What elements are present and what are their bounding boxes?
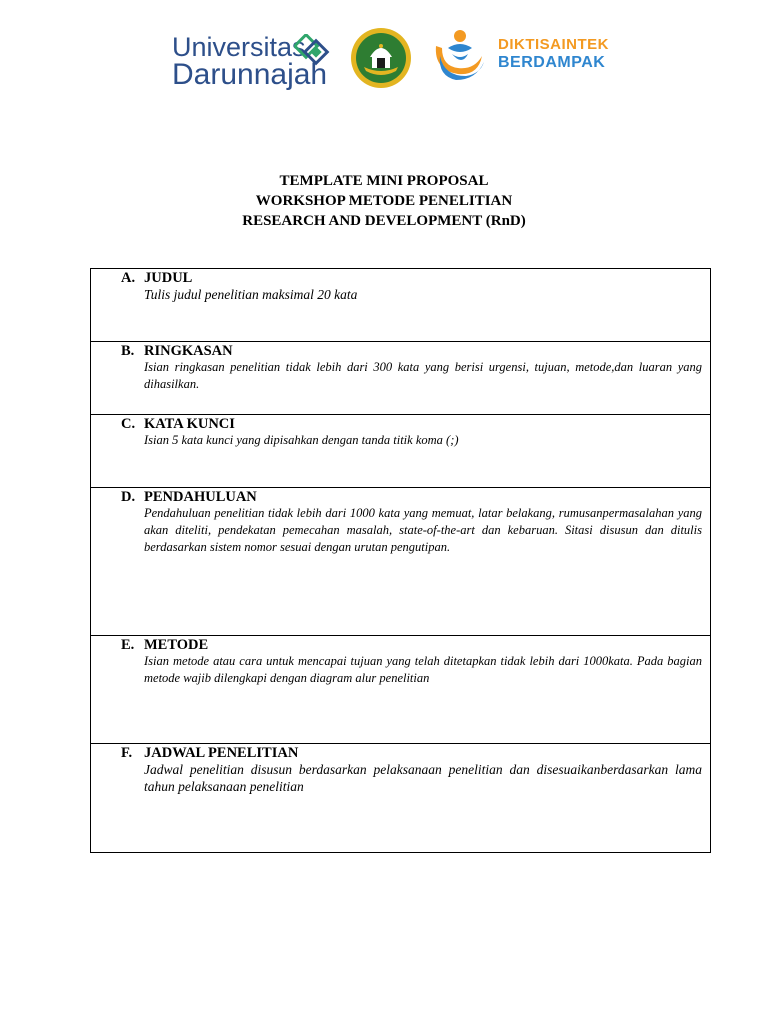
section-judul — [91, 269, 710, 342]
dikti-logo-line1: DIKTISAINTEK — [498, 36, 609, 53]
title-line-2: WORKSHOP METODE PENELITIAN — [255, 193, 513, 209]
dikti-logo-line2: BERDAMPAK — [498, 54, 606, 71]
section-description: Isian 5 kata kunci yang dipisahkan dengan tanda titik koma (;) — [144, 433, 459, 447]
section-title: KATA KUNCI — [144, 416, 235, 432]
section-letter: A. — [121, 270, 136, 286]
section-ringkasan — [91, 342, 710, 415]
section-title: JUDUL — [144, 270, 193, 286]
section-letter: D. — [121, 489, 136, 505]
institution-seal-icon — [350, 27, 412, 89]
section-title: JADWAL PENELITIAN — [144, 745, 299, 761]
section-title: PENDAHULUAN — [144, 489, 257, 505]
section-description: Isian metode atau cara untuk mencapai tujuan yang telah ditetapkan tidak lebih dari 1000kata. Pada bagian metode wajib dilengkapi dengan diagram alur penelitian — [144, 654, 702, 685]
title-line-1: TEMPLATE MINI PROPOSAL — [279, 173, 489, 189]
diktisaintek-logo-text — [498, 37, 609, 71]
udn-logo-line2: Darunnajah — [172, 58, 328, 91]
section-jadwal-penelitian — [91, 744, 710, 852]
universitas-darunnajah-logo — [172, 34, 334, 96]
header-logos — [0, 22, 768, 98]
section-letter: F. — [121, 745, 133, 761]
section-letter: E. — [121, 637, 135, 653]
section-letter: C. — [121, 416, 136, 432]
section-title: RINGKASAN — [144, 343, 233, 359]
title-line-3: RESEARCH AND DEVELOPMENT (RnD) — [242, 213, 526, 229]
udn-logo-line1: Universitas — [172, 32, 306, 62]
section-description: Jadwal penelitian disusun berdasarkan pelaksanaan penelitian dan disesuaikanberdasarkan lama tahun pelaksanaan penelitian — [144, 762, 702, 794]
section-letter: B. — [121, 343, 135, 359]
udn-mark-icon — [294, 34, 332, 68]
section-pendahuluan — [91, 488, 710, 636]
diktisaintek-mark-icon — [430, 26, 486, 82]
section-description: Pendahuluan penelitian tidak lebih dari 1000 kata yang memuat, latar belakang, rumusanpermasalahan yang akan diteliti, pendekatan pemecahan masalah, state-of-the-art dan kebaruan. Sitasi disusun dan ditulis berdasarkan sistem nomor sesuai dengan urutan pengutipan. — [144, 506, 702, 554]
document-title — [0, 171, 768, 231]
proposal-form-table — [90, 268, 711, 853]
section-title: METODE — [144, 637, 209, 653]
section-kata-kunci — [91, 415, 710, 488]
section-description: Isian ringkasan penelitian tidak lebih dari 300 kata yang berisi urgensi, tujuan, metode,dan luaran yang dihasilkan. — [144, 360, 702, 391]
section-metode — [91, 636, 710, 744]
section-description: Tulis judul penelitian maksimal 20 kata — [144, 287, 358, 302]
